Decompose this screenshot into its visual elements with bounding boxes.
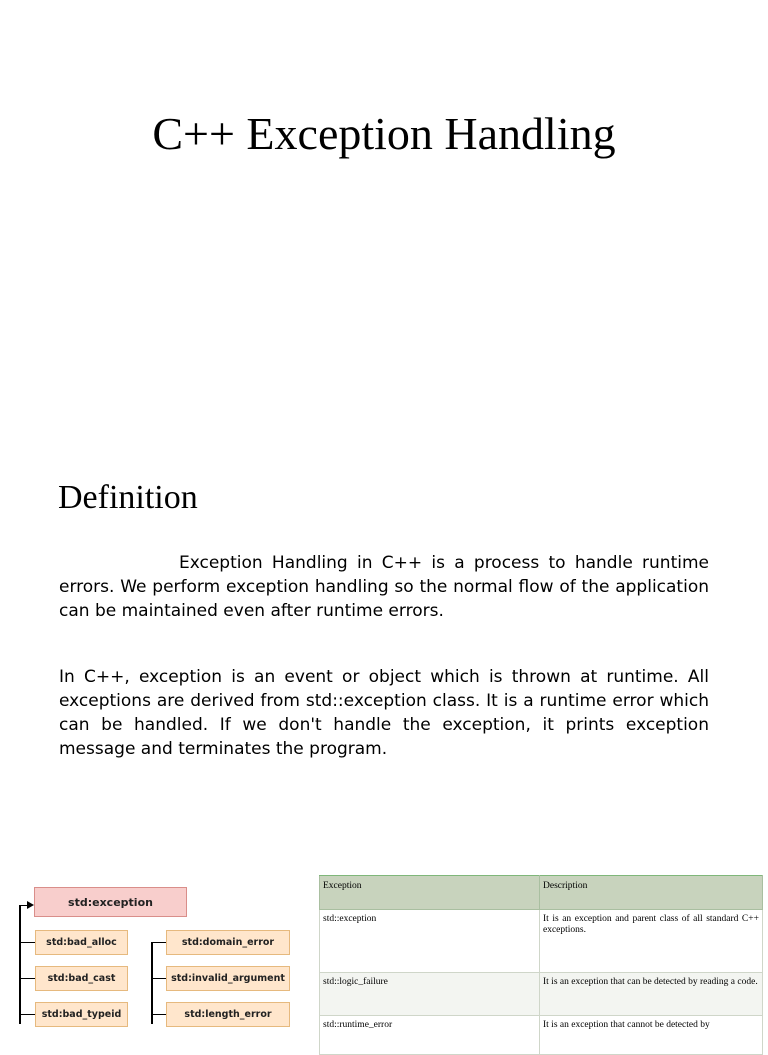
- table-header-description: Description: [540, 876, 763, 910]
- diagram-node: std:domain_error: [166, 930, 290, 955]
- table-cell-exception: std::exception: [320, 910, 540, 973]
- connector-line: [151, 1014, 166, 1015]
- table-header-exception: Exception: [320, 876, 540, 910]
- definition-paragraph-2: In C++, exception is an event or object which is thrown at runtime. All exceptions are derived from std::exception class. It is a runtime error which can be handled. If we don't handle the exception, it prints exception message and terminates the program.: [59, 667, 709, 759]
- table-cell-exception: std::logic_failure: [320, 973, 540, 1016]
- slide-title: C++ Exception Handling: [152, 108, 616, 159]
- connector-line: [151, 942, 166, 943]
- table-cell-description: It is an exception and parent class of all standard C++ exceptions.: [540, 910, 763, 973]
- diagram-node: std:length_error: [166, 1002, 290, 1027]
- connector-line: [19, 978, 35, 979]
- table-cell-description: It is an exception that can be detected by reading a code.: [540, 973, 763, 1016]
- connector-line: [19, 1014, 35, 1015]
- exception-table: [319, 875, 763, 1055]
- diagram-node: std:bad_typeid: [35, 1002, 128, 1027]
- definition-paragraph-1: Exception Handling in C++ is a process to handle runtime errors. We perform exception handling so the normal flow of the application can be maintained even after runtime errors.: [59, 553, 709, 621]
- exception-hierarchy-diagram: [0, 860, 300, 1024]
- diagram-node: std:bad_cast: [35, 966, 128, 991]
- diagram-node-root: std:exception: [34, 887, 187, 917]
- table-row: [320, 1016, 763, 1055]
- diagram-node: std:bad_alloc: [35, 930, 128, 955]
- connector-line: [151, 978, 166, 979]
- table-header-row: [320, 876, 763, 910]
- connector-line: [151, 942, 153, 1024]
- table-row: [320, 973, 763, 1016]
- definition-heading: Definition: [58, 479, 198, 516]
- table-row: [320, 910, 763, 973]
- diagram-node: std:invalid_argument: [166, 966, 290, 991]
- arrow-head-icon: [27, 901, 34, 909]
- connector-line: [19, 905, 21, 1024]
- connector-line: [19, 942, 35, 943]
- table-cell-description: It is an exception that cannot be detected by: [540, 1016, 763, 1055]
- table-cell-exception: std::runtime_error: [320, 1016, 540, 1055]
